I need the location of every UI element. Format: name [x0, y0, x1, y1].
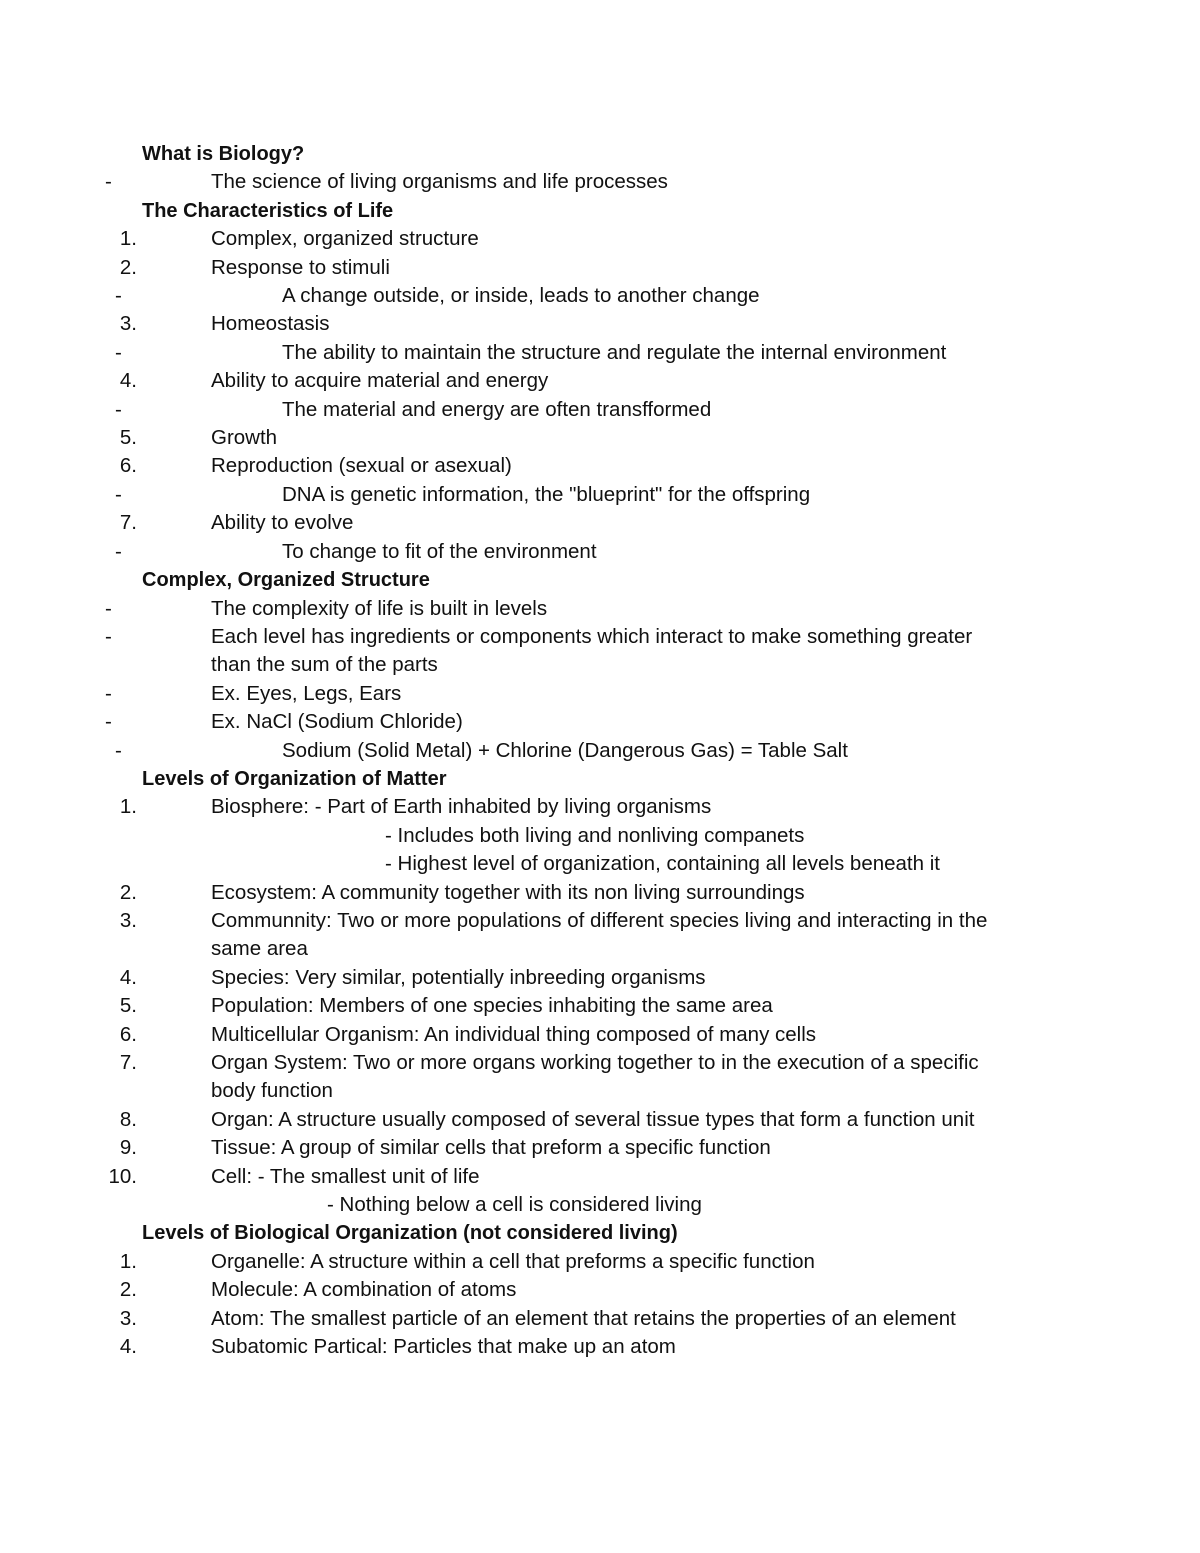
bullet-dash: - — [115, 738, 122, 762]
sub-list-item — [115, 737, 1042, 765]
list-item — [119, 1049, 1042, 1106]
list-item — [108, 1163, 1042, 1220]
list-number: 7. — [119, 511, 137, 535]
list-item — [119, 367, 1042, 395]
list-item-text: Reproduction (sexual or asexual) — [211, 454, 512, 478]
list-item — [105, 708, 1042, 736]
section-heading: What is Biology? — [142, 143, 305, 165]
list-number: 2. — [119, 255, 137, 279]
list-item-text: Atom: The smallest particle of an element that retains the properties of an element — [211, 1306, 956, 1330]
list-number: 3. — [119, 908, 137, 932]
list-item — [119, 964, 1042, 992]
list-item-text: Each level has ingredients or components which interact to make something greater — [211, 624, 973, 648]
list-item — [119, 310, 1042, 338]
list-number: 3. — [119, 1306, 137, 1330]
list-item-text: Ability to evolve — [211, 511, 354, 535]
sub-list-item-text: The ability to maintain the structure and regulate the internal environment — [282, 340, 947, 364]
list-item-text: Homeostasis — [211, 312, 330, 336]
list-number: 3. — [119, 312, 137, 336]
sub-list-item-text: A change outside, or inside, leads to another change — [282, 284, 760, 308]
list-number: 2. — [119, 880, 137, 904]
notes-content — [105, 140, 1042, 1361]
bullet-dash: - — [115, 284, 122, 308]
list-item — [119, 1248, 1042, 1276]
list-item-text: Multicellular Organism: An individual thing composed of many cells — [211, 1022, 817, 1046]
section-heading: Complex, Organized Structure — [142, 569, 430, 592]
sub-list-item-text: Sodium (Solid Metal) + Chlorine (Dangerous Gas) = Table Salt — [282, 738, 848, 762]
list-item-text: Organelle: A structure within a cell that preforms a specific function — [211, 1249, 815, 1273]
list-number: 5. — [119, 994, 137, 1018]
list-item-text: Species: Very similar, potentially inbreeding organisms — [211, 965, 706, 989]
list-number: 6. — [119, 1022, 137, 1046]
list-item — [119, 1134, 1042, 1162]
list-item — [119, 1305, 1042, 1333]
list-item-text: The science of living organisms and life processes — [211, 170, 668, 194]
list-number: 1. — [119, 795, 137, 819]
sub-list-item — [115, 282, 1042, 310]
list-number: 1. — [119, 1249, 137, 1273]
bullet-dash: - — [105, 624, 112, 648]
sub-list-item — [115, 538, 1042, 566]
bullet-dash: - — [105, 710, 112, 734]
sub-list-item — [115, 396, 1042, 424]
bullet-dash: - — [115, 397, 122, 421]
sub-list-item — [115, 339, 1042, 367]
list-number: 9. — [119, 1136, 137, 1160]
bullet-dash: - — [105, 596, 112, 620]
list-item-continuation: than the sum of the parts — [211, 653, 438, 677]
list-item — [119, 1021, 1042, 1049]
list-item-text: Population: Members of one species inhabiting the same area — [211, 994, 773, 1018]
list-item-text: Ex. NaCl (Sodium Chloride) — [211, 710, 463, 734]
sub-list-item-text: DNA is genetic information, the "blueprint" for the offspring — [282, 482, 811, 506]
list-item-extra-line: - Highest level of organization, containing all levels beneath it — [385, 852, 940, 876]
bullet-dash: - — [115, 482, 122, 506]
list-number: 8. — [119, 1107, 137, 1131]
list-item — [119, 992, 1042, 1020]
bullet-dash: - — [105, 681, 112, 705]
list-item-text: The complexity of life is built in levels — [211, 596, 548, 620]
list-item — [119, 1106, 1042, 1134]
list-item — [119, 509, 1042, 537]
list-item-text: Growth — [211, 426, 278, 450]
section-heading: Levels of Organization of Matter — [142, 767, 447, 790]
list-number: 7. — [119, 1051, 137, 1074]
section-heading: Levels of Biological Organization (not considered living) — [142, 1222, 678, 1245]
list-number: 4. — [119, 1335, 137, 1359]
list-item-text: Cell: - The smallest unit of life — [211, 1164, 480, 1188]
list-item-text: Ability to acquire material and energy — [211, 369, 549, 393]
bullet-dash: - — [105, 170, 112, 194]
list-item-text: Complex, organized structure — [211, 227, 479, 251]
list-number: 10. — [108, 1164, 137, 1188]
list-number: 2. — [119, 1278, 137, 1302]
sub-list-item-text: The material and energy are often transfformed — [282, 397, 712, 421]
list-item — [105, 168, 1042, 196]
list-item — [119, 1276, 1042, 1304]
list-item-continuation: same area — [211, 937, 308, 961]
list-item — [119, 225, 1042, 253]
list-item-text: Organ System: Two or more organs working together to in the execution of a specific — [211, 1051, 979, 1074]
list-item-text: Communnity: Two or more populations of different species living and interacting in the — [211, 908, 988, 932]
list-item-text: Molecule: A combination of atoms — [211, 1278, 517, 1302]
list-number: 4. — [119, 369, 137, 393]
list-item — [119, 424, 1042, 452]
list-item — [119, 879, 1042, 907]
list-number: 6. — [119, 454, 137, 478]
list-number: 4. — [119, 965, 137, 989]
list-item — [105, 595, 1042, 623]
list-item — [119, 452, 1042, 480]
section-heading: The Characteristics of Life — [142, 199, 394, 222]
list-item-text: Response to stimuli — [211, 255, 390, 279]
list-number: 1. — [119, 227, 137, 251]
list-number: 5. — [119, 426, 137, 450]
bullet-dash: - — [115, 539, 122, 563]
list-item — [119, 793, 1042, 878]
list-item-extra-line: - Includes both living and nonliving companets — [385, 823, 805, 847]
list-item-text: Organ: A structure usually composed of several tissue types that form a function unit — [211, 1107, 975, 1131]
list-item-text: Ex. Eyes, Legs, Ears — [211, 681, 402, 705]
list-item-text: Biosphere: - Part of Earth inhabited by living organisms — [211, 795, 712, 819]
list-item — [119, 254, 1042, 282]
list-item-text: Ecosystem: A community together with its non living surroundings — [211, 880, 805, 904]
list-item-extra-line: - Nothing below a cell is considered living — [327, 1193, 702, 1217]
sub-list-item — [115, 481, 1042, 509]
list-item-text: Subatomic Partical: Particles that make up an atom — [211, 1335, 676, 1359]
list-item — [119, 907, 1042, 964]
list-item-text: Tissue: A group of similar cells that preform a specific function — [211, 1136, 771, 1160]
list-item — [105, 680, 1042, 708]
sub-list-item-text: To change to fit of the environment — [282, 539, 597, 563]
list-item-continuation: body function — [211, 1079, 333, 1103]
bullet-dash: - — [115, 340, 122, 364]
list-item — [105, 623, 1042, 680]
list-item — [119, 1333, 1042, 1361]
